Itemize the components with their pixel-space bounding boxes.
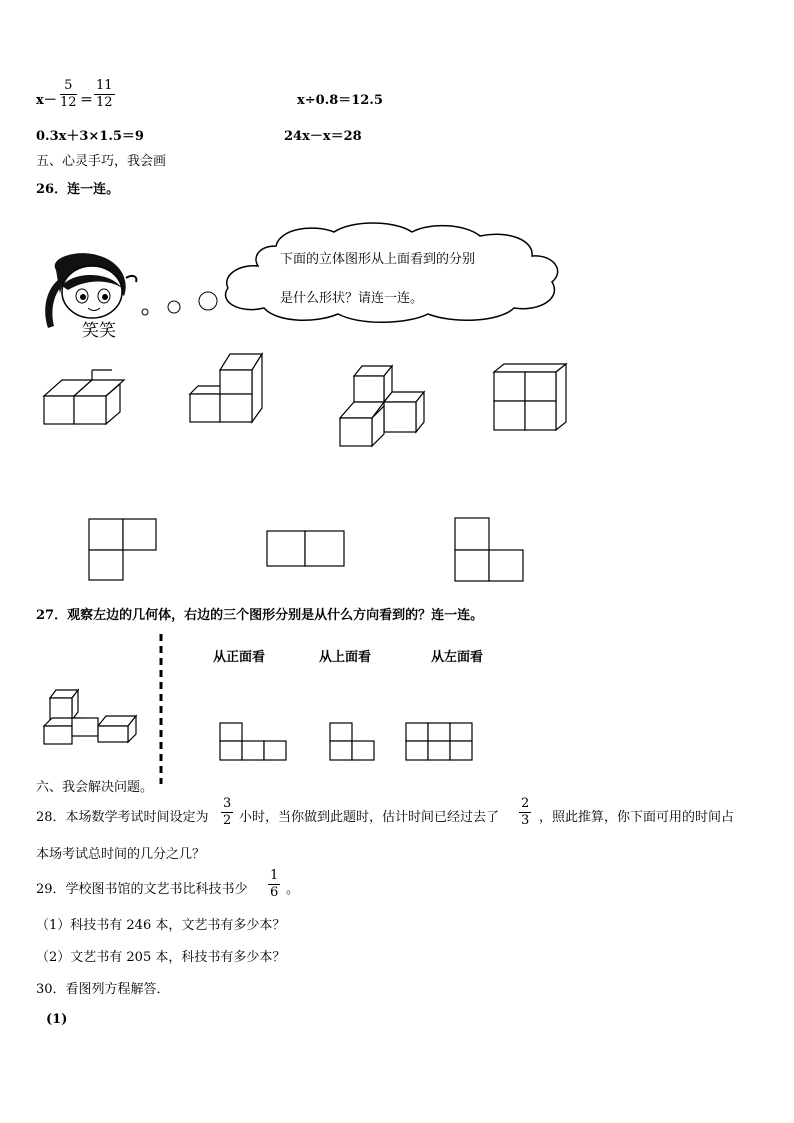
speech-cloud: [218, 218, 570, 328]
equation-1-equals: ＝: [80, 93, 94, 108]
section-6-heading: 六、我会解决问题。: [36, 780, 154, 795]
view-shape-a: [219, 722, 289, 762]
question-29-part-b: 。: [286, 882, 300, 897]
equation-4: 24x－x＝28: [284, 129, 362, 144]
section-5-heading: 五、心灵手巧，我会画: [36, 154, 167, 169]
view-shape-c: [405, 722, 475, 762]
question-29-sub-1: （1）科技书有 246 本，文艺书有多少本？: [36, 918, 286, 933]
view-label-front: 从正面看: [213, 650, 266, 665]
equation-1-prefix: x－: [36, 93, 57, 108]
question-29-sub-2: （2）文艺书有 205 本，科技书有多少本？: [36, 950, 286, 965]
dashed-divider: [158, 634, 164, 784]
view-label-left: 从左面看: [431, 650, 484, 665]
cloud-text-line-1: 下面的立体图形从上面看到的分别: [280, 252, 476, 267]
character-name: 笑笑: [82, 321, 116, 341]
fraction-11-12: $\frac{11}{12}$: [96, 78, 113, 110]
fraction-3-2: $\frac{3}{2}$: [223, 796, 232, 828]
q27-solid-figure: [40, 688, 142, 748]
cloud-text-line-2: 是什么形状？请连一连。: [280, 291, 424, 306]
solid-figure-1: [40, 368, 130, 430]
fraction-2-3: $\frac{2}{3}$: [521, 796, 530, 828]
fraction-1-6: $\frac{1}{6}$: [270, 868, 279, 900]
question-28-line-2: 本场考试总时间的几分之几？: [36, 847, 206, 862]
question-30: 30．看图列方程解答．: [36, 982, 170, 997]
question-29-part-a: 29．学校图书馆的文艺书比科技书少: [36, 882, 248, 897]
fraction-5-12: $\frac{5}{12}$: [60, 78, 77, 110]
solid-figure-3: [336, 362, 432, 450]
equation-2: x÷0.8＝12.5: [297, 93, 383, 108]
view-shape-b: [329, 722, 377, 762]
top-view-shape-1: [88, 518, 158, 582]
solid-figure-4: [490, 362, 570, 434]
thought-bubbles: [140, 292, 220, 322]
solid-figure-2: [186, 350, 266, 426]
question-28-part-b: 小时，当你做到此题时，估计时间已经过去了: [239, 810, 500, 825]
question-28-part-c: ，照此推算，你下面可用的时间占: [539, 810, 735, 825]
question-30-sub-1: (1): [46, 1012, 68, 1027]
question-27: 27．观察左边的几何体，右边的三个图形分别是从什么方向看到的？连一连。: [36, 608, 484, 623]
equation-3: 0.3x＋3×1.5＝9: [36, 129, 144, 144]
top-view-shape-3: [454, 517, 526, 583]
top-view-shape-2: [266, 530, 346, 568]
question-26: 26．连一连。: [36, 182, 120, 197]
view-label-top: 从上面看: [319, 650, 372, 665]
question-28-part-a: 28．本场数学考试时间设定为: [36, 810, 209, 825]
